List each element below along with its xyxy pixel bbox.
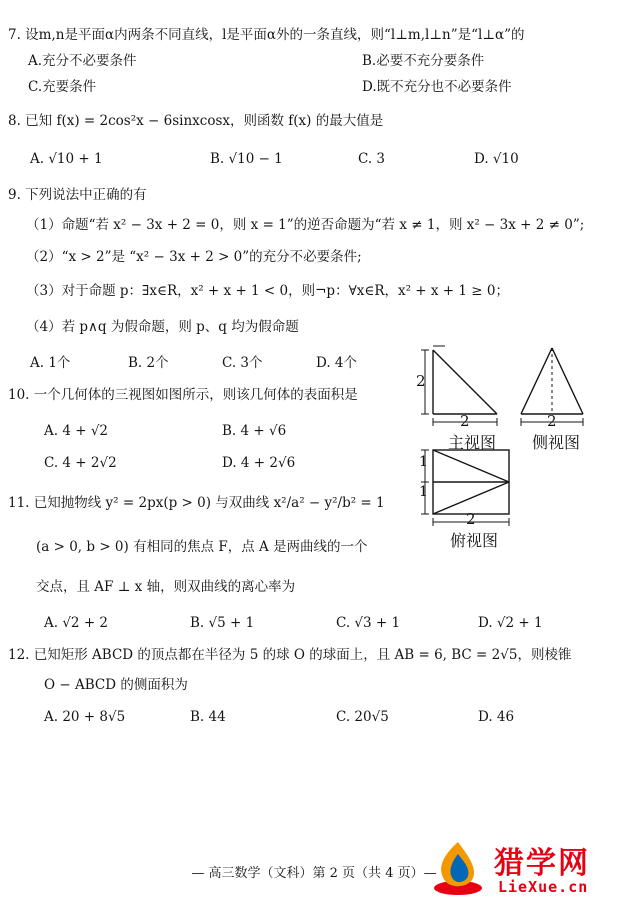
top-view (421, 450, 509, 526)
q12-option-c: C. 20√5 (336, 709, 389, 725)
q12-option-d: D. 46 (478, 709, 515, 725)
q10-option-c: C. 4 + 2√2 (44, 455, 117, 471)
q11-line-1: 11. 已知抛物线 y² = 2px(p > 0) 与双曲线 x²/a² − y²/b² = 1 (8, 495, 385, 511)
liexue-logo (428, 836, 628, 900)
front-view-label: 主视图 (448, 433, 497, 452)
q9-statement-2: （2）“x > 2”是 “x² − 3x + 2 > 0”的充分不必要条件; (26, 249, 362, 265)
three-view-figure (415, 338, 615, 548)
front-width-dimension: 2 (460, 412, 470, 430)
q8-option-b: B. √10 − 1 (210, 151, 283, 167)
q8-stem: 8. 已知 f(x) = 2cos²x − 6sinxcosx，则函数 f(x) 的最大值是 (8, 113, 384, 129)
front-height-dimension: 2 (416, 372, 426, 390)
top-dimension-lower: 1 (419, 484, 428, 500)
q7-stem: 7. 设m,n是平面α内两条不同直线，l是平面α外的一条直线，则“l⊥m,l⊥n”是“l⊥α”的 (8, 27, 525, 43)
q8-option-a: A. √10 + 1 (30, 151, 103, 167)
top-view-label: 俯视图 (450, 531, 499, 550)
q11-line-3: 交点，且 AF ⊥ x 轴，则双曲线的离心率为 (36, 579, 296, 595)
q10-stem: 10. 一个几何体的三视图如图所示，则该几何体的表面积是 (8, 387, 358, 403)
q9-option-a: A. 1个 (30, 355, 71, 371)
top-width-dimension: 2 (466, 510, 476, 528)
q11-option-b: B. √5 + 1 (190, 615, 255, 631)
q9-statement-1: （1）命题“若 x² − 3x + 2 = 0，则 x = 1”的逆否命题为“若 x ≠ 1，则 x² − 3x + 2 ≠ 0”; (26, 217, 585, 233)
q12-line-1: 12. 已知矩形 ABCD 的顶点都在半径为 5 的球 O 的球面上，且 AB = 6, BC = 2√5，则棱锥 (8, 647, 572, 663)
q10-option-a: A. 4 + √2 (44, 423, 109, 439)
q11-option-d: D. √2 + 1 (478, 615, 543, 631)
q9-option-c: C. 3个 (222, 355, 263, 371)
q12-line-2: O − ABCD 的侧面积为 (44, 677, 188, 693)
q11-line-2: (a > 0, b > 0) 有相同的焦点 F，点 A 是两曲线的一个 (36, 539, 368, 555)
q11-option-a: A. √2 + 2 (44, 615, 109, 631)
q8-option-d: D. √10 (474, 151, 519, 167)
q9-statement-4: （4）若 p∧q 为假命题，则 p、q 均为假命题 (26, 319, 299, 335)
q9-stem: 9. 下列说法中正确的有 (8, 187, 147, 203)
q10-option-d: D. 4 + 2√6 (222, 455, 296, 471)
q12-option-b: B. 44 (190, 709, 226, 725)
q9-statement-3: （3）对于命题 p：∃x∈R，x² + x + 1 < 0，则¬p：∀x∈R，x² + x + 1 ≥ 0； (26, 283, 509, 299)
q12-option-a: A. 20 + 8√5 (44, 709, 126, 725)
q7-option-b: B.必要不充分要条件 (362, 53, 485, 69)
page-footer: — 高三数学（文科）第 2 页（共 4 页）— (191, 866, 437, 881)
q9-option-b: B. 2个 (128, 355, 169, 371)
logo-title: 猎学网 (494, 846, 590, 881)
q7-option-d: D.既不充分也不必要条件 (362, 79, 512, 95)
q8-option-c: C. 3 (358, 151, 386, 167)
side-view-label: 侧视图 (532, 433, 581, 452)
top-dimension-upper: 1 (419, 454, 428, 470)
front-view (421, 346, 497, 426)
q11-option-c: C. √3 + 1 (336, 615, 401, 631)
q7-option-a: A.充分不必要条件 (28, 53, 137, 69)
q7-option-c: C.充要条件 (28, 79, 97, 95)
flame-logo-icon (428, 836, 492, 900)
q10-option-b: B. 4 + √6 (222, 423, 287, 439)
side-width-dimension: 2 (547, 412, 557, 430)
q9-option-d: D. 4个 (316, 355, 358, 371)
logo-url: LieXue.cn (498, 878, 589, 896)
